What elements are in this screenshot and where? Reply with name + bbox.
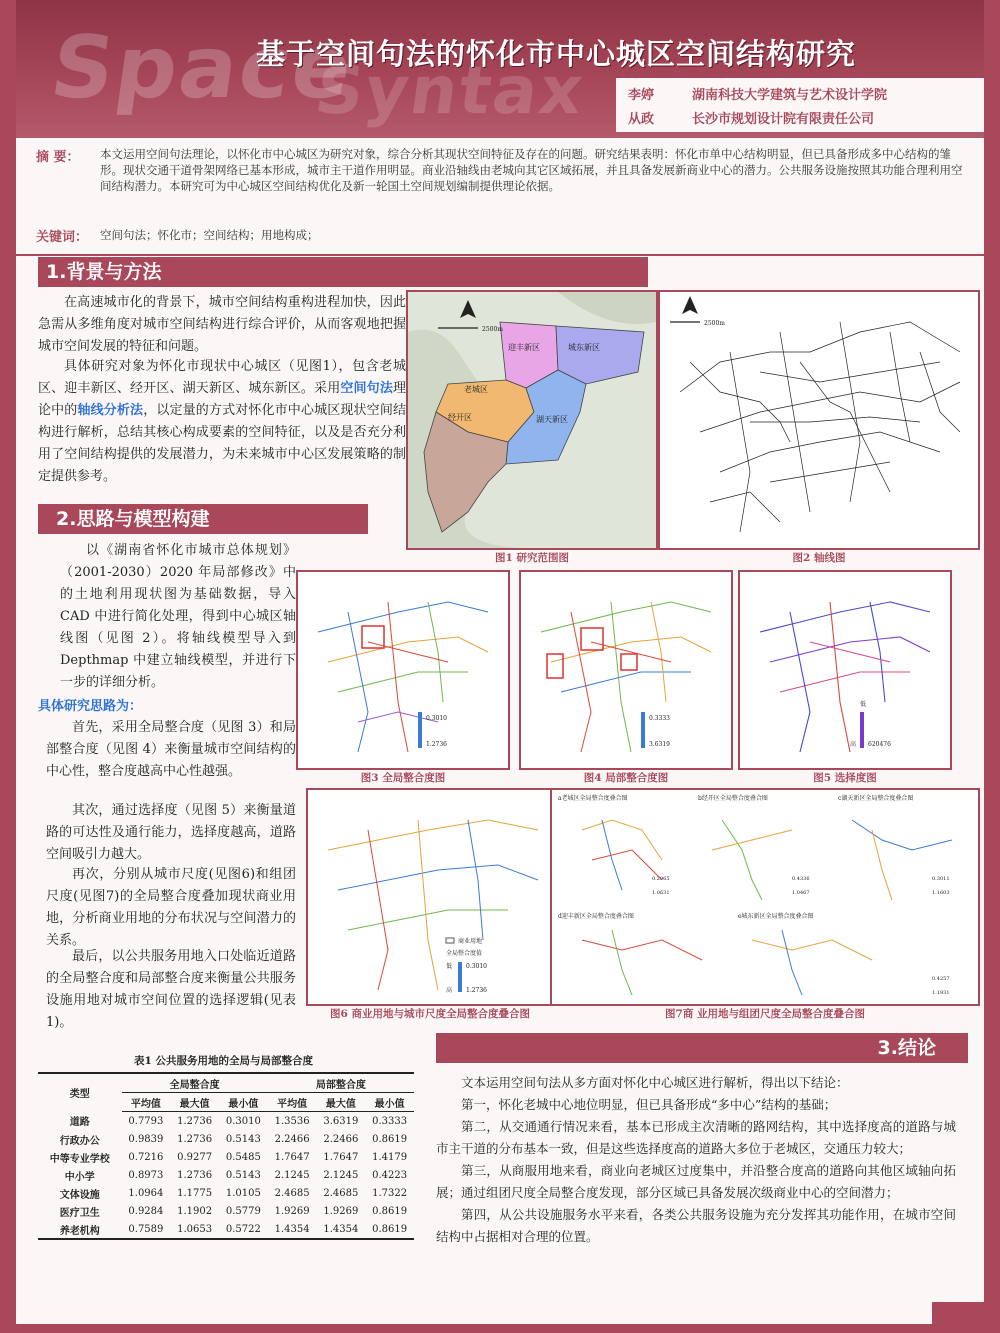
axial-line xyxy=(722,820,762,900)
section-2-paragraph-5: 最后，以公共服务用地入口处临近道路的全局整合度和局部整合度来衡量公共服务设施用地对城市空间位置的选择逻辑(见表1)。 xyxy=(46,949,296,1030)
panel-b-lines xyxy=(712,820,792,900)
axial-line xyxy=(712,830,792,850)
legend-bar xyxy=(458,962,462,992)
table-cell: 1.4179 xyxy=(372,1151,408,1163)
legend-label: 高 xyxy=(446,987,453,994)
figure-3-global-integration xyxy=(296,570,510,770)
figure-1-caption: 图1 研究范围图 xyxy=(495,552,569,564)
section-1-paragraph-1: 在高速城市化的背景下，城市空间结构重构进程加快，因此急需从多维角度对城市空间结构进行综合评价，从而客观地把握城市空间发展的特征和问题。 xyxy=(38,295,406,354)
table-row xyxy=(38,1112,414,1131)
axial-line xyxy=(428,602,443,702)
figure-7-graphic xyxy=(552,790,978,1004)
table-cell: 0.4223 xyxy=(372,1169,408,1181)
figure-1-study-area xyxy=(406,290,658,550)
table-cell: 1.0653 xyxy=(170,1220,219,1239)
table-subheader: 最小值 xyxy=(365,1093,414,1112)
panel-label: b经开区全局整合度叠合图 xyxy=(698,795,768,802)
table-cell: 1.7322 xyxy=(372,1187,408,1199)
section-2-paragraph-4: 再次，分别从城市尺度(见图6)和组团尺度(见图7)的全局整合度叠加现状商业用地，分析商业用地的分布状况与空间潜力的关系。 xyxy=(46,867,296,948)
abstract-section xyxy=(16,138,984,256)
legend-bar xyxy=(860,712,864,748)
table-1-title: 表1 公共服务用地的全局与局部整合度 xyxy=(134,1055,313,1067)
table-cell: 0.5143 xyxy=(225,1169,261,1181)
axial-line xyxy=(338,672,468,692)
axial-line xyxy=(582,820,662,860)
figure-4-local-integration xyxy=(519,570,733,770)
table-cell: 中等专业学校 xyxy=(49,1153,110,1165)
panel-value: 0.4257 xyxy=(932,976,950,982)
legend-value: 高 xyxy=(850,741,857,748)
table-cell: 养老机构 xyxy=(38,1220,122,1239)
table-cell: 0.8619 xyxy=(365,1220,414,1239)
axial-line xyxy=(561,672,691,692)
axial-line xyxy=(368,830,388,990)
table-cell: 0.5779 xyxy=(225,1205,261,1217)
highlight-box xyxy=(621,654,637,670)
table-subheader: 最大值 xyxy=(316,1093,365,1112)
panel-value: 1.1931 xyxy=(932,990,950,996)
legend-value: 0.3333 xyxy=(649,715,670,722)
legend-value: 3.6319 xyxy=(649,741,670,748)
panel-label: c湖天新区全局整合度叠合图 xyxy=(838,795,914,802)
abstract-label: 摘 要： xyxy=(36,150,80,165)
axial-line xyxy=(328,820,538,850)
table-cell: 0.7793 xyxy=(128,1115,164,1127)
author-name: 李婷 xyxy=(628,88,655,103)
table-subheader: 平均值 xyxy=(268,1093,317,1112)
table-row xyxy=(38,1148,414,1166)
table-cell: 1.7647 xyxy=(274,1151,310,1163)
table-cell: 1.4354 xyxy=(268,1220,317,1239)
bottom-inner xyxy=(16,1302,932,1324)
table-header-type: 类型 xyxy=(38,1073,122,1112)
table-subheader: 最大值 xyxy=(170,1093,219,1112)
axial-line xyxy=(318,602,488,632)
table-cell: 0.5143 xyxy=(225,1133,261,1145)
integration-lines xyxy=(541,602,711,752)
legend-bar xyxy=(641,712,645,748)
figure-6-caption: 图6 商业用地与城市尺度全局整合度叠合图 xyxy=(330,1008,530,1020)
legend-label: 低 xyxy=(446,963,453,970)
table-cell: 2.2466 xyxy=(323,1133,359,1145)
table-cell: 0.8973 xyxy=(128,1169,164,1181)
author-line-2 xyxy=(628,108,874,127)
panel-value: 1.0467 xyxy=(792,890,810,896)
table-subheader: 平均值 xyxy=(122,1093,171,1112)
table-cell: 0.3010 xyxy=(225,1115,261,1127)
panel-label: d迎丰新区全局整合度叠合图 xyxy=(558,913,634,920)
scale-label: 2500m xyxy=(704,320,725,327)
axial-line xyxy=(651,602,666,702)
map-background xyxy=(660,292,978,548)
keywords-text: 空间句法；怀化市；空间结构；用地构成； xyxy=(100,228,319,242)
background-word-syntax: Syntax xyxy=(310,52,590,129)
table-cell: 医疗卫生 xyxy=(59,1207,100,1219)
figure-7-caption: 图7商 业用地与组团尺度全局整合度叠合图 xyxy=(665,1008,865,1020)
table-header-global: 全局整合度 xyxy=(122,1073,268,1093)
conclusion-point-3: 第三，从商服用地来看，商业向老城区过度集中，并沿整合度高的道路向其他区域轴向拓展；通过组团尺度全局整合度发现，部分区域已具备发展次级商业中心的空间潜力； xyxy=(436,1163,956,1200)
axial-line xyxy=(852,820,952,850)
text-run: 理论中的 xyxy=(38,381,406,418)
keywords-label: 关键词： xyxy=(36,230,89,245)
table-cell: 1.2736 xyxy=(177,1133,213,1145)
figure-3-graphic xyxy=(298,572,508,768)
panel-value: 0.2965 xyxy=(652,876,670,882)
author-name: 从政 xyxy=(628,112,655,127)
figure-6-graphic xyxy=(308,790,552,1004)
section-2-heading: 2.思路与模型构建 xyxy=(38,504,368,534)
panel-label: e城东新区全局整合度叠合图 xyxy=(738,913,814,920)
table-cell: 3.6319 xyxy=(323,1115,359,1127)
table-cell: 1.9269 xyxy=(323,1205,359,1217)
table-cell: 0.7216 xyxy=(128,1151,164,1163)
conclusion-point-2: 第二，从交通通行情况来看，基本已形成主次清晰的路网结构，其中选择度高的道路与城市主干道的分布基本一致，但是这些选择度高的道路大多位于老城区，交通压力较大； xyxy=(436,1119,956,1156)
legend-title: 商业用地 xyxy=(458,938,483,945)
table-cell: 0.9839 xyxy=(128,1133,164,1145)
table-cell: 行政办公 xyxy=(59,1135,100,1147)
table-cell: 文体设施 xyxy=(59,1189,100,1201)
axial-line xyxy=(348,612,368,752)
highlight-axial-analysis: 轴线分析法 xyxy=(77,403,144,418)
integration-lines xyxy=(318,602,488,752)
table-row xyxy=(38,1130,414,1148)
text-run: 具体研究对象为怀化市现状中心城区（见图1），包含老城区、迎丰新区、经开区、湖天新区、城东新区。采用 xyxy=(38,359,406,396)
conclusion-point-4: 第四，从公共设施服务水平来看，各类公共服务设施为充分发挥其功能作用，在城市空间结构中占据相对合理的位置。 xyxy=(436,1207,956,1244)
panel-c-lines xyxy=(852,820,952,900)
axial-line xyxy=(782,930,802,995)
table-cell: 1.0964 xyxy=(128,1187,164,1199)
table-cell: 2.1245 xyxy=(274,1169,310,1181)
figure-5-choice xyxy=(738,570,952,770)
district-label: 城东新区 xyxy=(568,343,600,352)
axial-line xyxy=(870,602,885,702)
section-2-paragraph-2: 首先，采用全局整合度（见图 3）和局部整合度（见图 4）来衡量城市空间结构的中心性，整合度越高中心性越强。 xyxy=(46,720,296,779)
poster-title: 基于空间句法的怀化市中心城区空间结构研究 xyxy=(256,37,857,71)
conclusion-text xyxy=(436,1072,956,1248)
axial-line xyxy=(612,930,632,995)
axial-line xyxy=(770,637,930,662)
legend-value: 620476 xyxy=(868,741,891,748)
section-3-heading: 3.结论 xyxy=(436,1033,968,1063)
legend-swatch xyxy=(446,938,454,943)
research-approach-subhead: 具体研究思路为： xyxy=(38,699,143,714)
figure-4-graphic xyxy=(521,572,731,768)
legend-bar xyxy=(418,712,422,748)
table-row xyxy=(38,1166,414,1184)
axial-line xyxy=(752,940,872,960)
highlight-box xyxy=(547,654,563,678)
table-cell: 0.9277 xyxy=(177,1151,213,1163)
table-cell: 1.0105 xyxy=(225,1187,261,1199)
section-1-heading: 1.背景与方法 xyxy=(38,257,648,287)
table-cell: 0.8619 xyxy=(372,1133,408,1145)
axial-line xyxy=(338,865,538,890)
panel-d-lines xyxy=(582,930,702,995)
legend-value: 1.2736 xyxy=(466,987,487,994)
table-subheader: 最小值 xyxy=(219,1093,268,1112)
figure-7-cluster-scale-overlay xyxy=(550,788,980,1006)
highlight-box xyxy=(581,628,603,650)
axial-line xyxy=(582,940,702,960)
panel-a-lines xyxy=(582,820,662,890)
panel-value: 0.3011 xyxy=(932,876,950,882)
figure-1-graphic xyxy=(408,292,656,548)
table-header-row xyxy=(38,1073,414,1093)
poster-sheet xyxy=(16,0,984,1333)
figure-2-caption: 图2 轴线图 xyxy=(792,552,846,564)
panel-value: 0.4336 xyxy=(792,876,810,882)
author-affiliation: 湖南科技大学建筑与艺术设计学院 xyxy=(692,88,888,103)
table-cell: 0.7589 xyxy=(122,1220,171,1239)
table-cell: 0.5485 xyxy=(225,1151,261,1163)
axial-line xyxy=(810,642,890,662)
section-2-paragraph-3: 其次，通过选择度（见图 5）来衡量道路的可达性及通行能力，选择度越高，道路空间吸引力越大。 xyxy=(46,803,296,862)
table-cell: 中小学 xyxy=(64,1171,95,1183)
conclusion-point-1: 第一，怀化老城中心地位明显，但已具备形成“多中心”结构的基础； xyxy=(461,1097,837,1112)
abstract-text: 本文运用空间句法理论，以怀化市中心城区为研究对象，综合分析其现状空间特征及存在的问题。研究结果表明：怀化市单中心结构明显，但已具备形成多中心结构的雏形。现状交通干道骨架网络已基本形成，城市主干道作用明显。商业沿轴线由老城向其它区域拓展，并且具备发展新商业中心的潜力。公共服务设施按照其功能合理利用空间结构潜力。本研究可为中心城区空间结构优化及新一轮国土空间规划编制提供理论依据。 xyxy=(100,147,963,193)
text-run: ，以定量的方式对怀化市中心城区现状空间结构进行解析，总结其核心构成要素的空间特征，以及是否充分利用了空间结构提供的发展潜力，为未来城市中心区发展策略的制定提供参考。 xyxy=(38,403,406,484)
axial-line xyxy=(541,602,711,632)
integration-lines xyxy=(328,820,538,990)
table-cell: 2.1245 xyxy=(323,1169,359,1181)
figure-5-graphic xyxy=(740,572,950,768)
table-cell: 1.4354 xyxy=(316,1220,365,1239)
conclusion-intro: 文本运用空间句法从多方面对怀化中心城区进行解析，得出以下结论： xyxy=(461,1075,849,1090)
axial-line xyxy=(418,820,438,990)
axial-line xyxy=(551,637,711,662)
figure-2-graphic xyxy=(660,292,978,548)
figure-3-caption: 图3 全局整合度图 xyxy=(360,772,446,784)
district-label: 老城区 xyxy=(464,385,488,394)
section-1-paragraph-2 xyxy=(38,356,406,488)
axial-line xyxy=(790,612,810,752)
table-cell: 2.4685 xyxy=(274,1187,310,1199)
poster-header xyxy=(16,0,984,138)
legend-value: 0.3010 xyxy=(426,715,447,722)
background-word-space: Space xyxy=(44,18,360,118)
axial-line xyxy=(368,642,448,662)
district-label: 迎丰新区 xyxy=(508,343,540,352)
author-line-1 xyxy=(628,84,887,103)
table-cell: 1.7647 xyxy=(323,1151,359,1163)
panel-e-lines xyxy=(752,930,872,995)
table-cell: 0.9284 xyxy=(128,1205,164,1217)
legend-value: 0.3010 xyxy=(466,963,487,970)
table-cell: 1.2736 xyxy=(177,1169,213,1181)
legend-title: 全局整合度值 xyxy=(446,950,483,957)
figure-6-city-scale-overlay xyxy=(306,788,554,1006)
table-1 xyxy=(38,1072,414,1240)
choice-lines xyxy=(760,602,930,752)
table-cell: 道路 xyxy=(69,1117,90,1129)
table-cell: 0.5722 xyxy=(219,1220,268,1239)
table-cell: 0.8619 xyxy=(372,1205,408,1217)
table-row xyxy=(38,1202,414,1220)
author-box xyxy=(616,78,984,132)
district-label: 经开区 xyxy=(448,413,472,422)
panel-value: 1.1603 xyxy=(932,890,950,896)
panel-value: 1.0631 xyxy=(652,890,670,896)
figure-2-axial-map xyxy=(658,290,980,550)
district-label: 湖天新区 xyxy=(536,415,568,424)
table-cell: 1.9269 xyxy=(274,1205,310,1217)
axial-line xyxy=(468,820,483,940)
figure-5-caption: 图5 选择度图 xyxy=(813,772,877,784)
section-2-paragraph-1: 以《湖南省怀化市城市总体规划》（2001-2030）2020 年局部修改》中的土地利用现状图为基础数据，导入 CAD 中进行简化处理，得到中心城区轴线图（见图 2）。将轴线模型导入到 Depthmap 中建立轴线模型，并进行下一步的详细分析。 xyxy=(60,543,296,690)
panel-label: a老城区全局整合度叠合图 xyxy=(558,795,628,802)
table-cell: 1.2736 xyxy=(177,1115,213,1127)
table-row xyxy=(38,1220,414,1239)
legend-value: 1.2736 xyxy=(426,741,447,748)
legend-value: 低 xyxy=(860,701,867,708)
table-cell: 1.1902 xyxy=(177,1205,213,1217)
scale-label: 2500m xyxy=(482,326,503,333)
axial-line xyxy=(780,672,910,692)
table-cell: 1.1775 xyxy=(177,1187,213,1199)
figure-4-caption: 图4 局部整合度图 xyxy=(583,772,669,784)
axial-line xyxy=(760,602,930,632)
table-cell: 2.4685 xyxy=(323,1187,359,1199)
table-row xyxy=(38,1184,414,1202)
table-cell: 0.3333 xyxy=(372,1115,408,1127)
table-header-local: 局部整合度 xyxy=(268,1073,414,1093)
table-cell: 1.3536 xyxy=(274,1115,310,1127)
table-cell: 2.2466 xyxy=(274,1133,310,1145)
axial-line xyxy=(348,910,508,930)
author-affiliation: 长沙市规划设计院有限责任公司 xyxy=(692,112,875,127)
highlight-space-syntax: 空间句法 xyxy=(340,381,393,396)
axial-line xyxy=(328,637,488,662)
